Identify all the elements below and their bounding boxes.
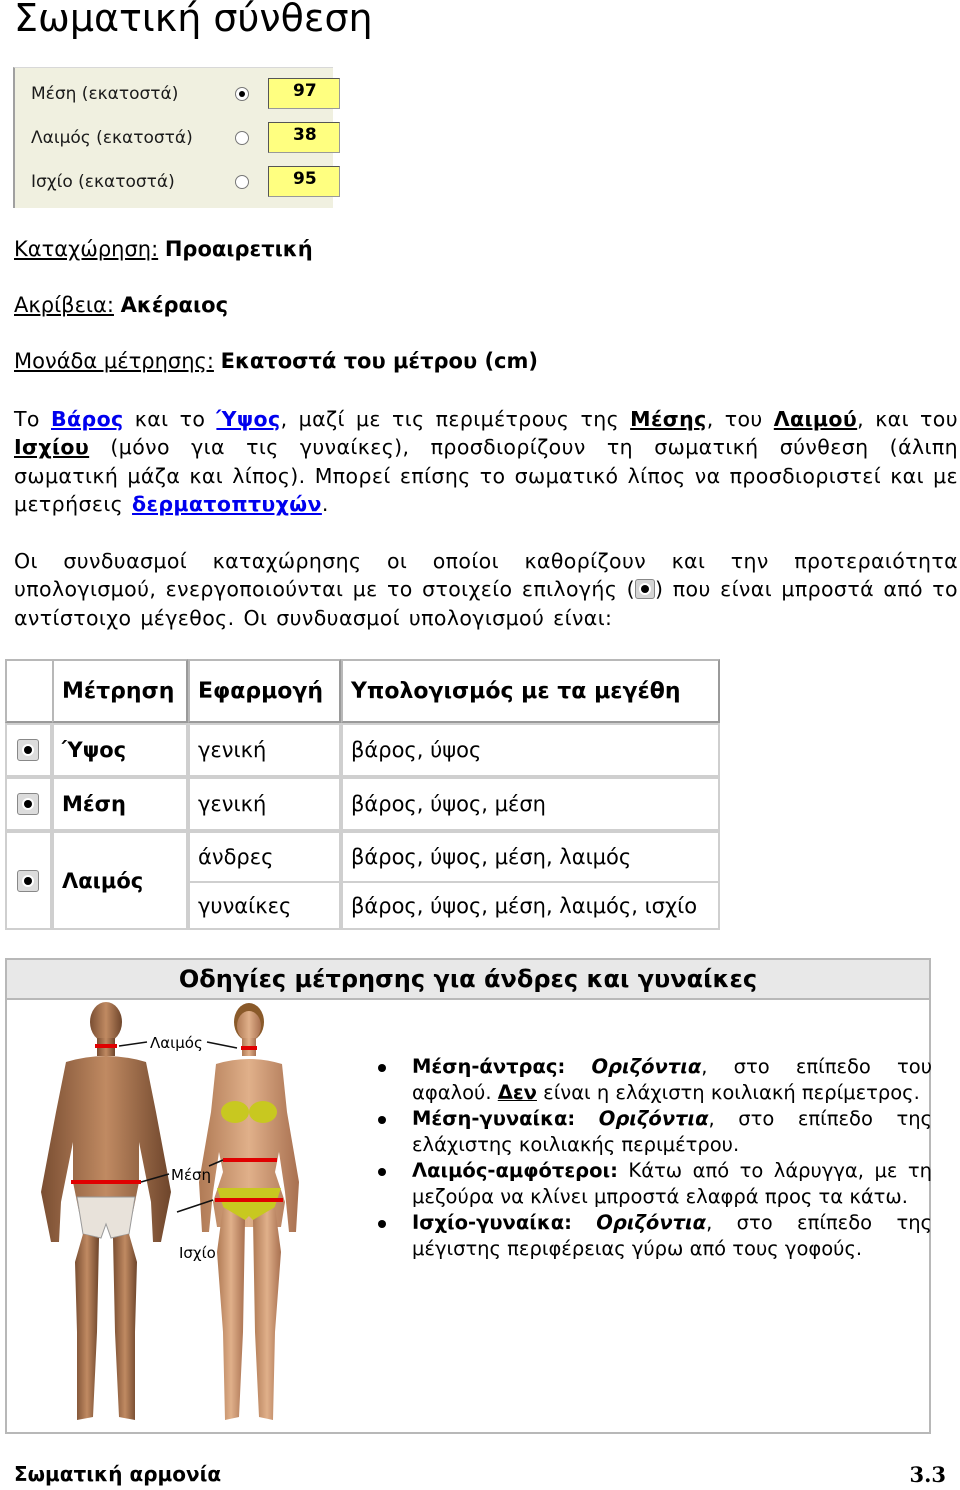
p1-text: και το: [123, 407, 217, 431]
hip-figure-label: Ισχίο: [179, 1244, 216, 1262]
skinfolds-link[interactable]: δερματοπτυχών: [132, 491, 322, 516]
female-figure: [199, 1003, 299, 1420]
header-calculation: Υπολογισμός με τα μεγέθη: [341, 659, 720, 723]
combinations-paragraph: [14, 547, 958, 632]
hip-term: Ισχίου: [14, 435, 90, 460]
body-measurement-figure: [11, 1002, 341, 1432]
item-text: , στο επίπεδο της μέγιστης περιφέρειας γύρω από τους γοφούς.: [412, 1211, 932, 1260]
table-row-radio-neck: [5, 831, 52, 930]
header-application: Εφαρμογή: [188, 659, 341, 723]
item-text: είναι η ελάχιστη κοιλιακή περίμετρος.: [536, 1081, 920, 1104]
page-number: 3.3: [909, 1462, 946, 1487]
input-label-hip: Ισχίο (εκατοστά): [31, 172, 175, 192]
cell-measure: Ύψος: [52, 723, 188, 777]
list-item: [372, 1210, 932, 1262]
cell-measure: Μέση: [52, 777, 188, 831]
radio-waist[interactable]: [235, 87, 249, 101]
cell-calculation: βάρος, ύψος, μέση: [341, 777, 720, 831]
cell-application: άνδρες: [188, 831, 341, 883]
item-text: , στο επίπεδο του αφαλού.: [412, 1055, 932, 1104]
item-emphasis: Οριζόντια: [591, 1055, 702, 1078]
p1-text: , μαζί με τις περιμέτρους της: [280, 407, 631, 431]
cell-measure: Λαιμός: [52, 831, 188, 930]
input-label-neck: Λαιμός (εκατοστά): [31, 128, 193, 148]
instructions-list: [372, 1054, 932, 1262]
measurement-instructions: [5, 958, 931, 1434]
p1-text: , του: [706, 407, 774, 431]
radio-selector-icon: [635, 579, 655, 599]
precision-value: Ακέραιος: [120, 293, 229, 317]
input-row-waist: [15, 76, 333, 112]
waist-term: Μέσης: [630, 407, 707, 431]
list-item: [372, 1106, 932, 1158]
item-text: , στο επίπεδο της ελάχιστης κοιλιακής περιμέτρου.: [412, 1107, 932, 1156]
p1-text: .: [321, 491, 329, 516]
footer-section-title: Σωματική αρμονία: [14, 1462, 222, 1486]
unit-label: Μονάδα μέτρησης:: [14, 349, 214, 373]
hip-input[interactable]: 95: [268, 166, 340, 197]
radio-waist-table[interactable]: [17, 793, 39, 815]
neck-figure-label: Λαιμός: [150, 1034, 203, 1052]
item-underline: Δεν: [497, 1081, 537, 1104]
weight-link[interactable]: Βάρος: [50, 407, 124, 431]
item-term: Μέση-γυναίκα:: [412, 1107, 576, 1130]
height-link[interactable]: Ύψος: [216, 407, 281, 431]
input-label-waist: Μέση (εκατοστά): [31, 84, 179, 104]
neck-term: Λαιμού: [773, 407, 858, 431]
waist-input[interactable]: 97: [268, 78, 340, 109]
radio-neck[interactable]: [235, 131, 249, 145]
cell-application: γυναίκες: [188, 881, 341, 930]
cell-calculation: βάρος, ύψος: [341, 723, 720, 777]
item-text: Κάτω από το λάρυγγα, με τη μεζούρα να κλίνει μπροστά ελαφρά προς τα κάτω.: [412, 1159, 932, 1208]
radio-hip[interactable]: [235, 175, 249, 189]
header-measure: Μέτρηση: [52, 659, 188, 723]
item-emphasis: Οριζόντια: [596, 1211, 707, 1234]
instructions-title: Οδηγίες μέτρησης για άνδρες και γυναίκες: [7, 960, 929, 1000]
item-term: Λαιμός-αμφότεροι:: [412, 1159, 618, 1182]
male-figure: [41, 1002, 171, 1420]
cell-calculation: βάρος, ύψος, μέση, λαιμός: [341, 831, 720, 883]
p2-text: Οι συνδυασμοί καταχώρησης οι οποίοι καθορίζουν και την προτεραιότητα υπολογισμού, ενεργοποιούνται με το στοιχείο επιλογής (: [14, 549, 958, 602]
input-row-neck: [15, 120, 333, 156]
item-term: Μέση-άντρας:: [412, 1055, 566, 1078]
page-title: Σωματική σύνθεση: [14, 0, 373, 40]
table-row-radio-waist: [5, 777, 52, 831]
calculation-table: [5, 659, 720, 930]
entry-label: Καταχώρηση:: [14, 237, 159, 261]
entry-line: [14, 237, 313, 261]
p1-text: (μόνο για τις γυναίκες), προσδιορίζουν τη σωματική σύνθεση (άλιπη σωματική μάζα και λίπος). Μπορεί επίσης το σωματικό λίπος να προσδιοριστεί και με μετρήσεις: [14, 435, 958, 516]
measurement-input-panel: [13, 67, 333, 208]
cell-application: γενική: [188, 777, 341, 831]
table-row-radio-height: [5, 723, 52, 777]
p1-text: , και του: [857, 407, 958, 431]
intro-paragraph: [14, 405, 958, 518]
cell-application: γενική: [188, 723, 341, 777]
waist-figure-label: Μέση: [171, 1166, 212, 1184]
p1-text: Το: [14, 407, 51, 431]
unit-value: Εκατοστά του μέτρου (cm): [220, 349, 538, 373]
neck-input[interactable]: 38: [268, 122, 340, 153]
list-item: [372, 1054, 932, 1106]
radio-neck-table[interactable]: [17, 870, 39, 892]
p2-text: ) που είναι μπροστά από το αντίστοιχο μέγεθος. Οι συνδυασμοί υπολογισμού είναι:: [14, 577, 958, 630]
entry-value: Προαιρετική: [164, 237, 313, 261]
item-term: Ισχίο-γυναίκα:: [412, 1211, 572, 1234]
unit-line: [14, 349, 538, 373]
radio-height[interactable]: [17, 739, 39, 761]
item-emphasis: Οριζόντια: [598, 1107, 709, 1130]
list-item: [372, 1158, 932, 1210]
precision-label: Ακρίβεια:: [14, 293, 114, 317]
input-row-hip: [15, 164, 333, 200]
precision-line: [14, 293, 228, 317]
cell-calculation: βάρος, ύψος, μέση, λαιμός, ισχίο: [341, 881, 720, 930]
